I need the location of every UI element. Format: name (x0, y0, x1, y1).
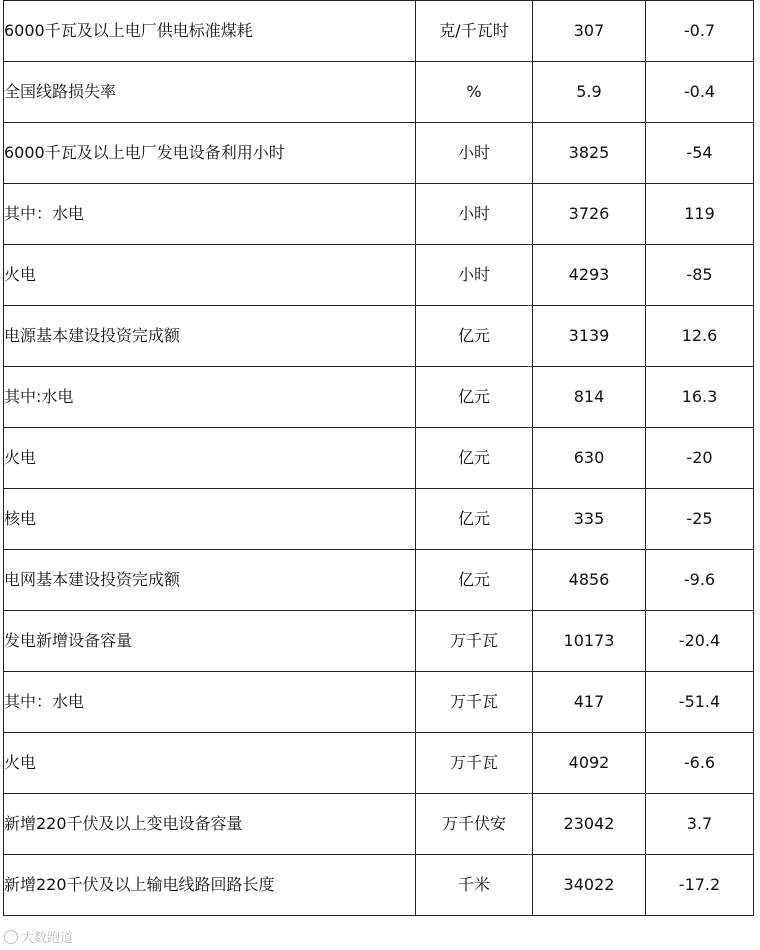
unit-cell: 亿元 (416, 306, 533, 367)
change-cell: -85 (646, 245, 754, 306)
change-cell: -6.6 (646, 733, 754, 794)
unit-cell: 亿元 (416, 367, 533, 428)
change-cell: -25 (646, 489, 754, 550)
unit-cell: 亿元 (416, 550, 533, 611)
unit-cell: 亿元 (416, 428, 533, 489)
value-cell: 5.9 (533, 62, 646, 123)
unit-cell: 小时 (416, 184, 533, 245)
value-cell: 417 (533, 672, 646, 733)
indicator-name-cell: 火电 (4, 428, 416, 489)
value-cell: 4092 (533, 733, 646, 794)
table-row (4, 489, 754, 550)
change-cell: 12.6 (646, 306, 754, 367)
change-cell: -54 (646, 123, 754, 184)
table-row (4, 123, 754, 184)
table-row (4, 184, 754, 245)
change-cell: -20 (646, 428, 754, 489)
value-cell: 23042 (533, 794, 646, 855)
change-cell: -9.6 (646, 550, 754, 611)
change-cell: -0.4 (646, 62, 754, 123)
table-row (4, 733, 754, 794)
unit-cell: % (416, 62, 533, 123)
unit-cell: 克/千瓦时 (416, 1, 533, 62)
circle-logo-icon (4, 930, 18, 944)
table-row (4, 672, 754, 733)
table-row (4, 62, 754, 123)
unit-cell: 万千瓦 (416, 672, 533, 733)
value-cell: 335 (533, 489, 646, 550)
change-cell: -51.4 (646, 672, 754, 733)
indicator-name-cell: 其中：水电 (4, 184, 416, 245)
statistics-table (3, 0, 754, 916)
indicator-name-cell: 新增220千伏及以上输电线路回路长度 (4, 855, 416, 916)
table-row (4, 428, 754, 489)
table-row (4, 794, 754, 855)
indicator-name-cell: 火电 (4, 245, 416, 306)
indicator-name-cell: 全国线路损失率 (4, 62, 416, 123)
value-cell: 4856 (533, 550, 646, 611)
indicator-name-cell: 6000千瓦及以上电厂发电设备利用小时 (4, 123, 416, 184)
change-cell: -20.4 (646, 611, 754, 672)
table-row (4, 367, 754, 428)
change-cell: -17.2 (646, 855, 754, 916)
table-row (4, 550, 754, 611)
unit-cell: 小时 (416, 245, 533, 306)
indicator-name-cell: 电源基本建设投资完成额 (4, 306, 416, 367)
indicator-name-cell: 6000千瓦及以上电厂供电标准煤耗 (4, 1, 416, 62)
table-row (4, 855, 754, 916)
table-body (4, 1, 754, 916)
indicator-name-cell: 其中:水电 (4, 367, 416, 428)
table-row (4, 306, 754, 367)
change-cell: 3.7 (646, 794, 754, 855)
change-cell: -0.7 (646, 1, 754, 62)
unit-cell: 千米 (416, 855, 533, 916)
watermark-text: 大数跑道 (21, 931, 74, 946)
unit-cell: 亿元 (416, 489, 533, 550)
value-cell: 3139 (533, 306, 646, 367)
unit-cell: 万千伏安 (416, 794, 533, 855)
unit-cell: 万千瓦 (416, 733, 533, 794)
table-row (4, 1, 754, 62)
indicator-name-cell: 发电新增设备容量 (4, 611, 416, 672)
unit-cell: 小时 (416, 123, 533, 184)
change-cell: 16.3 (646, 367, 754, 428)
value-cell: 10173 (533, 611, 646, 672)
indicator-name-cell: 新增220千伏及以上变电设备容量 (4, 794, 416, 855)
value-cell: 814 (533, 367, 646, 428)
indicator-name-cell: 火电 (4, 733, 416, 794)
value-cell: 307 (533, 1, 646, 62)
value-cell: 4293 (533, 245, 646, 306)
indicator-name-cell: 其中：水电 (4, 672, 416, 733)
indicator-name-cell: 核电 (4, 489, 416, 550)
value-cell: 34022 (533, 855, 646, 916)
value-cell: 630 (533, 428, 646, 489)
watermark (4, 927, 73, 946)
indicator-name-cell: 电网基本建设投资完成额 (4, 550, 416, 611)
unit-cell: 万千瓦 (416, 611, 533, 672)
change-cell: 119 (646, 184, 754, 245)
value-cell: 3726 (533, 184, 646, 245)
value-cell: 3825 (533, 123, 646, 184)
table-row (4, 245, 754, 306)
table-row (4, 611, 754, 672)
